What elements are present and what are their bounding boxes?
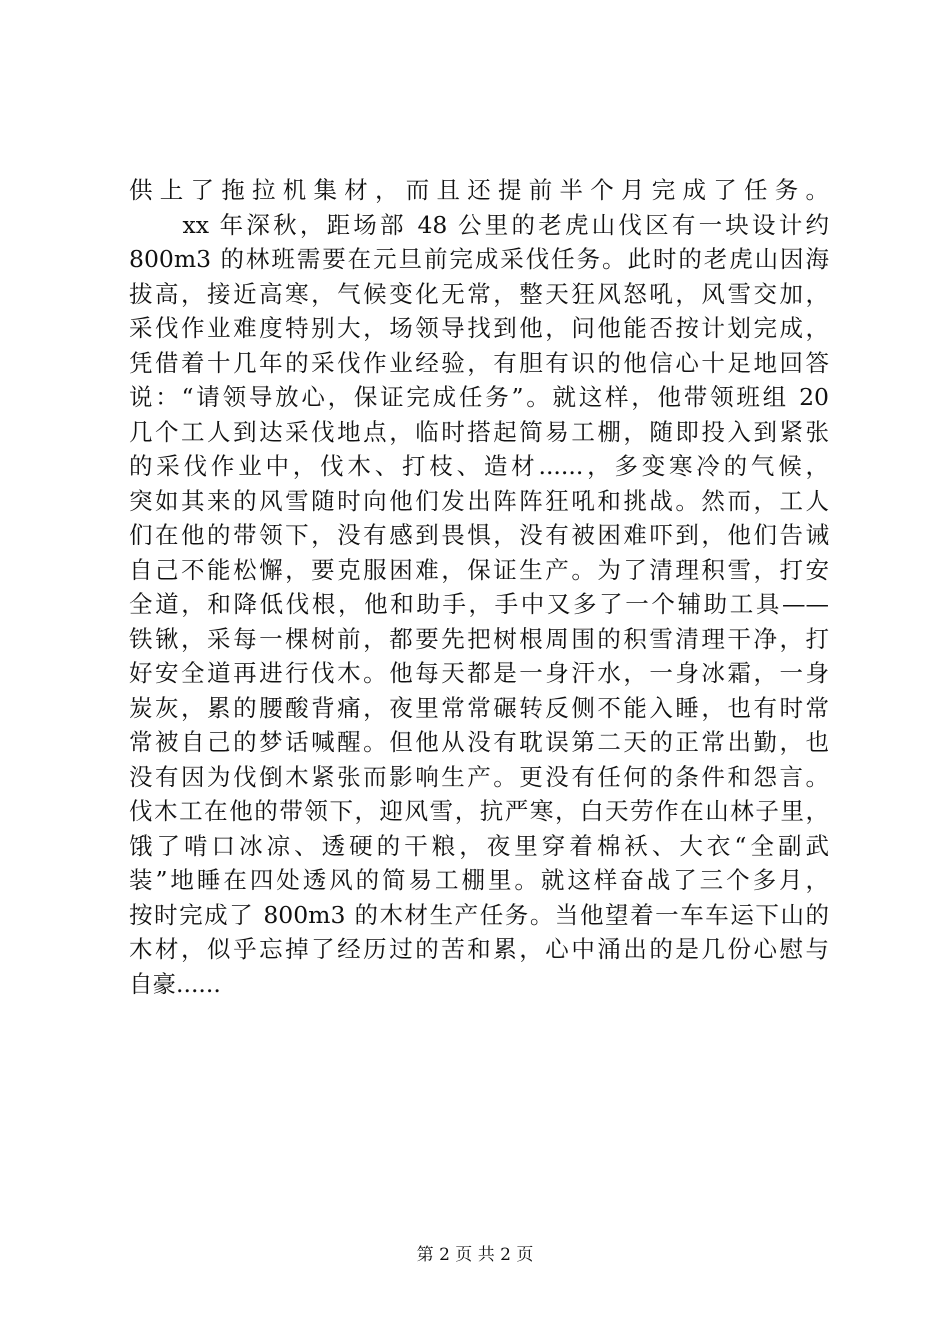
text-line: 800m3 的林班需要在元旦前完成采伐任务。此时的老虎山因海 <box>129 245 829 273</box>
text-line: 好安全道再进行伐木。他每天都是一身汗水，一身冰霜，一身 <box>129 659 829 687</box>
text-line: 凭借着十几年的采伐作业经验，有胆有识的他信心十足地回答 <box>129 348 829 377</box>
text-line: 饿了啃口冰凉、透硬的干粮，夜里穿着棉袄、大衣“全副武 <box>129 831 829 860</box>
text-line: xx 年深秋，距场部 48 公里的老虎山伐区有一块设计约 <box>129 210 829 239</box>
text-line: 常被自己的梦话喊醒。但他从没有耽误第二天的正常出勤，也 <box>129 728 829 756</box>
text-line: 突如其来的风雪随时向他们发出阵阵狂吼和挑战。然而，工人 <box>129 486 829 515</box>
page-number-footer: 第 2 页 共 2 页 <box>416 1245 534 1265</box>
text-line: 全道，和降低伐根，他和助手，手中又多了一个辅助工具—— <box>129 590 829 618</box>
text-line: 没有因为伐倒木紧张而影响生产。更没有任何的条件和怨言。 <box>129 762 829 791</box>
text-line: 炭灰，累的腰酸背痛，夜里常常碾转反侧不能入睡，也有时常 <box>129 693 829 722</box>
text-line: 的采伐作业中，伐木、打枝、造材......，多变寒冷的气候， <box>129 452 829 480</box>
text-line: 自豪...... <box>129 969 221 998</box>
text-line: 按时完成了 800m3 的木材生产任务。当他望着一车车运下山的 <box>129 900 829 929</box>
text-line: 自己不能松懈，要克服困难，保证生产。为了清理积雪，打安 <box>129 555 829 584</box>
body-text <box>129 173 829 1001</box>
text-line: 铁锹，采每一棵树前，都要先把树根周围的积雪清理干净，打 <box>129 624 829 653</box>
text-line: 供上了拖拉机集材，而且还提前半个月完成了任务。 <box>129 176 829 204</box>
text-line: 木材，似乎忘掉了经历过的苦和累，心中涌出的是几份心慰与 <box>129 935 829 963</box>
text-line: 采伐作业难度特别大，场领导找到他，问他能否按计划完成， <box>129 314 829 342</box>
text-line: 几个工人到达采伐地点，临时搭起简易工棚，随即投入到紧张 <box>129 417 829 446</box>
text-line: 伐木工在他的带领下，迎风雪，抗严寒，白天劳作在山林子里， <box>129 797 829 825</box>
text-line: 拔高，接近高寒，气候变化无常，整天狂风怒吼，风雪交加， <box>129 279 829 308</box>
text-line: 装”地睡在四处透风的简易工棚里。就这样奋战了三个多月， <box>129 866 829 894</box>
text-line: 说：“请领导放心，保证完成任务”。就这样，他带领班组 20 <box>129 383 829 411</box>
text-line: 们在他的带领下，没有感到畏惧，没有被困难吓到，他们告诫 <box>129 521 829 549</box>
